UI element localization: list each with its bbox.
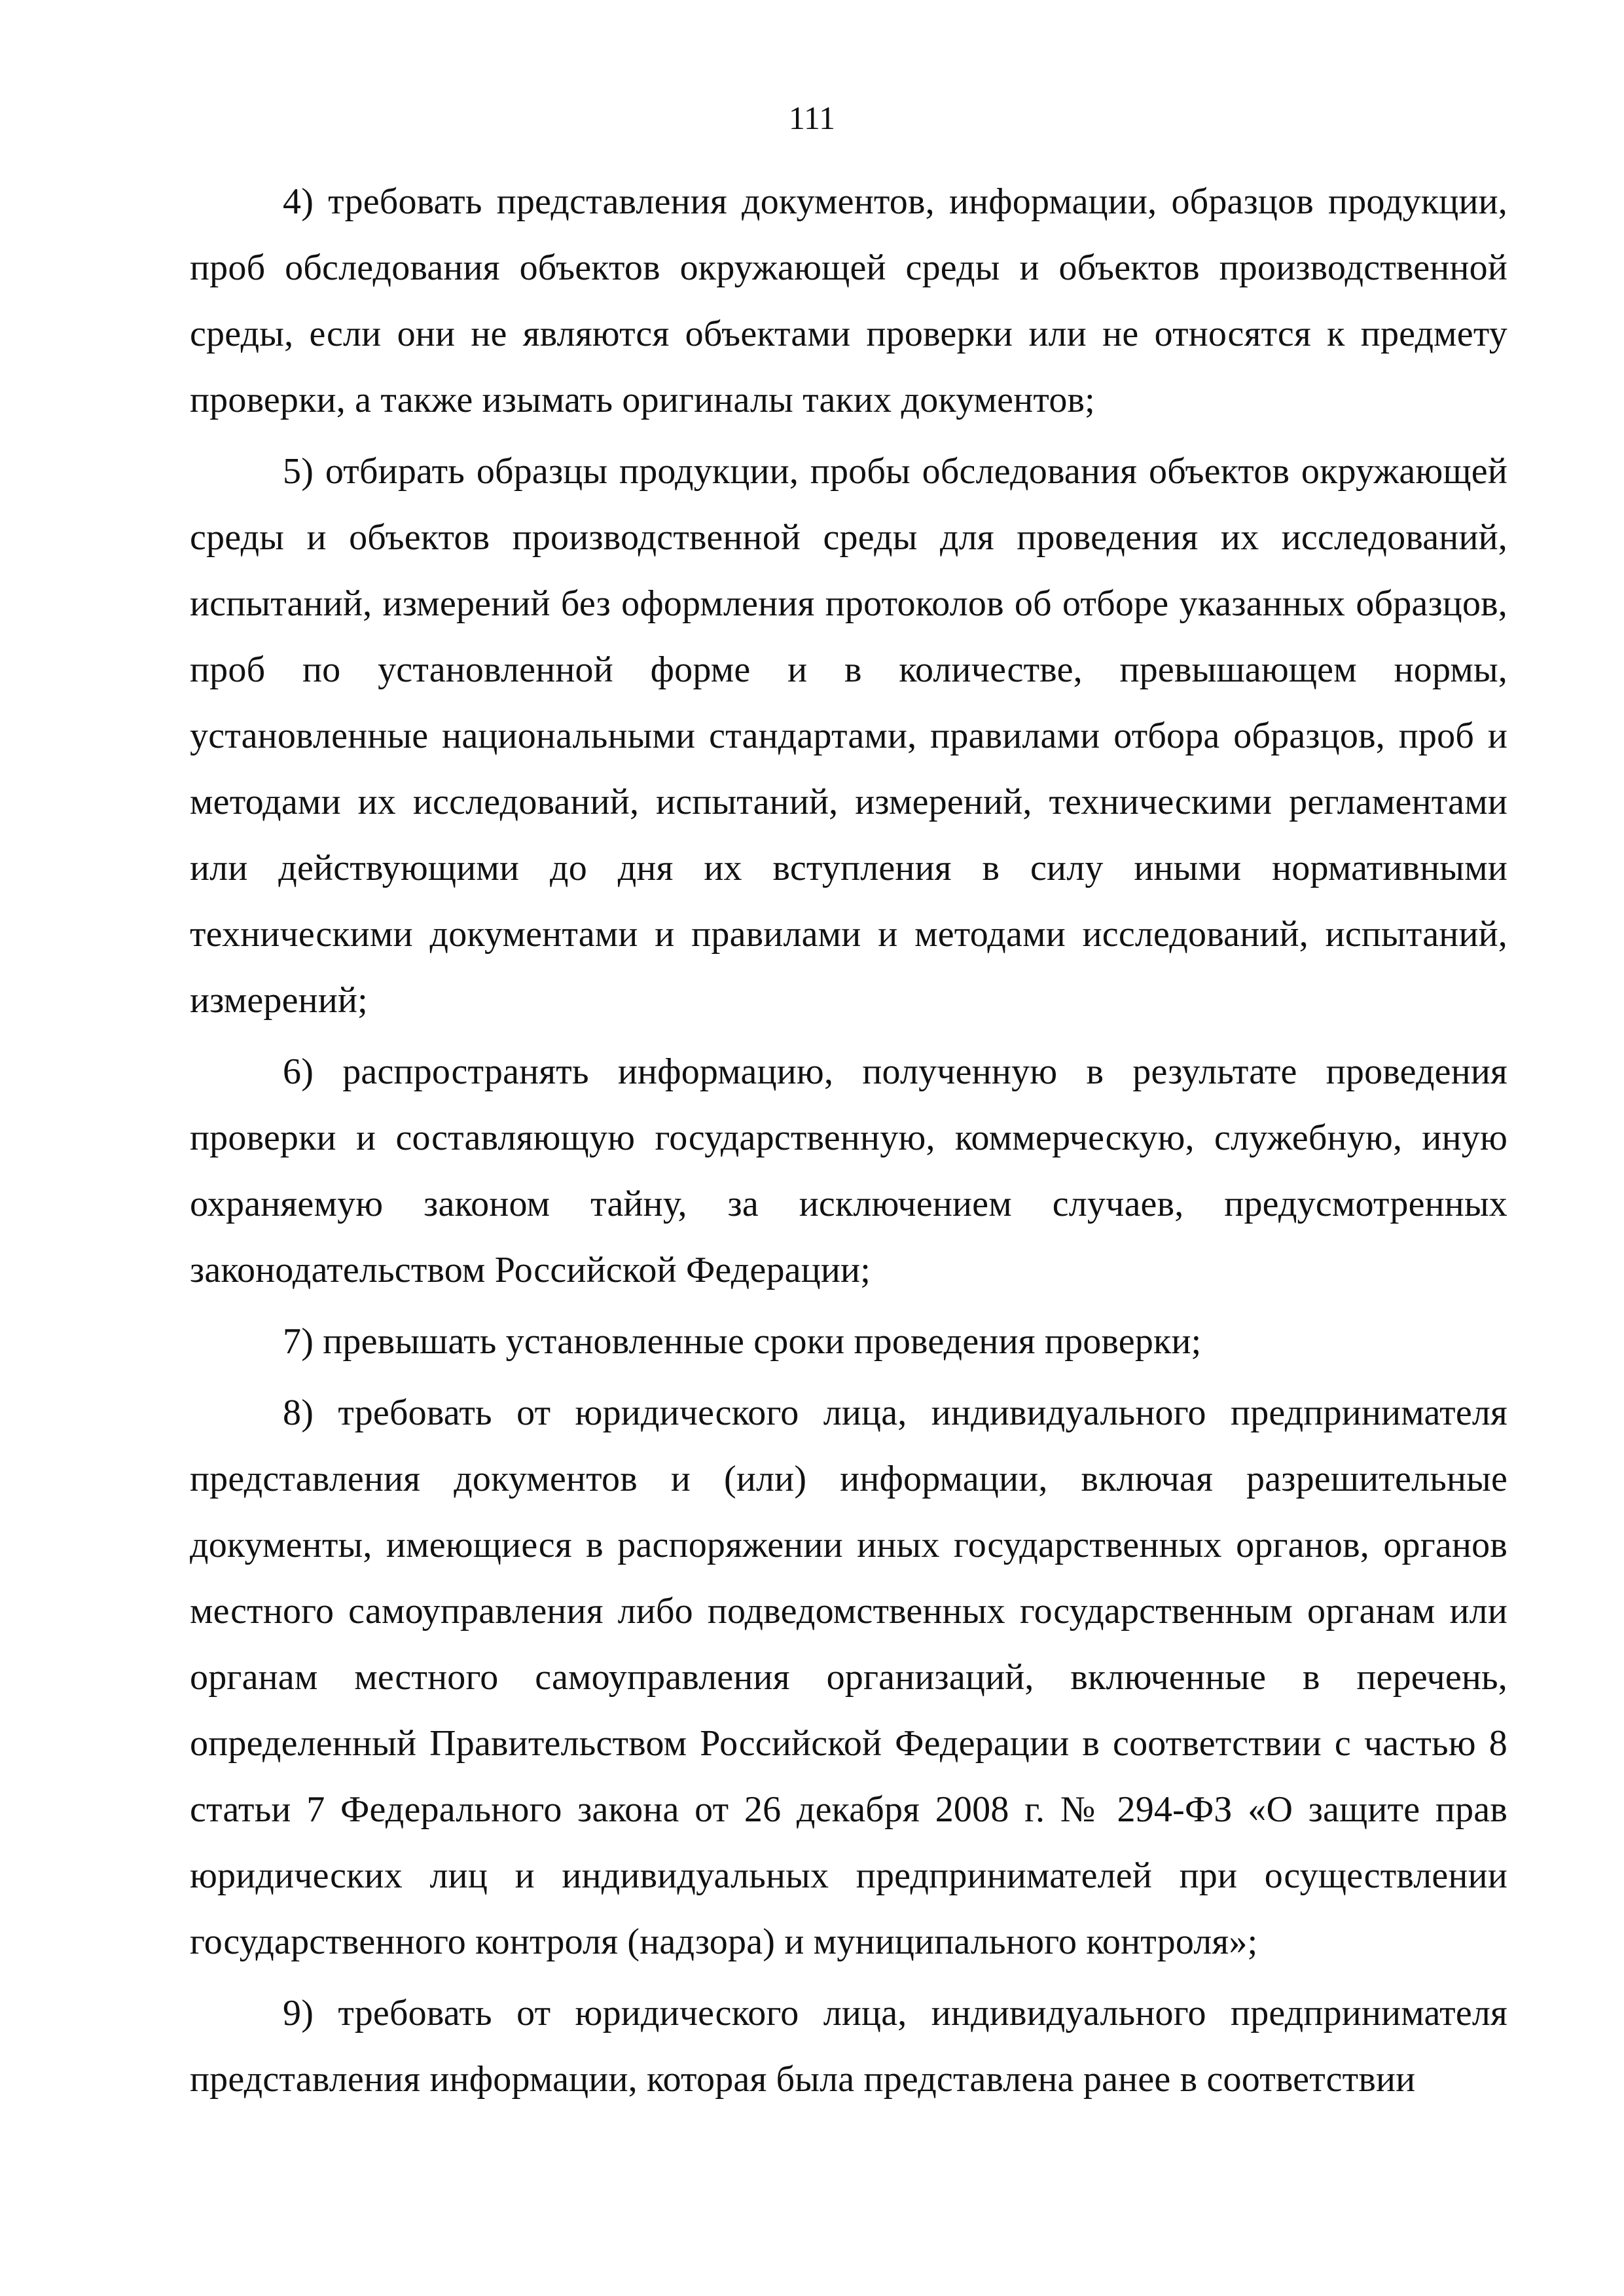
paragraph-item-7: 7) превышать установленные сроки проведения проверки;: [283, 1321, 1202, 1362]
paragraph-item-9: 9) требовать от юридического лица, индивидуального предпринимателя представления информации, которая была представлена ранее в соответствии: [190, 1993, 1507, 2100]
paragraph-item-4: 4) требовать представления документов, информации, образцов продукции, проб обследования объектов окружающей среды и объектов производственной среды, если они не являются объектами проверки или не относятся к предмету проверки, а также изымать оригиналы таких документов;: [190, 181, 1507, 420]
paragraph-item-6: 6) распространять информацию, полученную в результате проведения проверки и составляющую государственную, коммерческую, служебную, иную охраняемую законом тайну, за исключением случаев, предусмотренных законодательством Российской Федерации;: [190, 1051, 1507, 1290]
page-number: 111: [788, 100, 836, 136]
paragraph-item-8: 8) требовать от юридического лица, индивидуального предпринимателя представления документов и (или) информации, включая разрешительные документы, имеющиеся в распоряжении иных государственных органов, органов местного самоуправления либо подведомственных государственным органам или органам местного самоуправления организаций, включенные в перечень, определенный Правительством Российской Федерации в соответствии с частью 8 статьи 7 Федерального закона от 26 декабря 2008 г. № 294-ФЗ «О защите прав юридических лиц и индивидуальных предпринимателей при осуществлении государственного контроля (надзора) и муниципального контроля»;: [190, 1393, 1507, 1962]
paragraph-item-5: 5) отбирать образцы продукции, пробы обследования объектов окружающей среды и объектов производственной среды для проведения их исследований, испытаний, измерений без оформления протоколов об отборе указанных образцов, проб по установленной форме и в количестве, превышающем нормы, установленные национальными стандартами, правилами отбора образцов, проб и методами их исследований, испытаний, измерений, техническими регламентами или действующими до дня их вступления в силу иными нормативными техническими документами и правилами и методами исследований, испытаний, измерений;: [190, 451, 1507, 1021]
document-body: [190, 169, 1507, 2118]
